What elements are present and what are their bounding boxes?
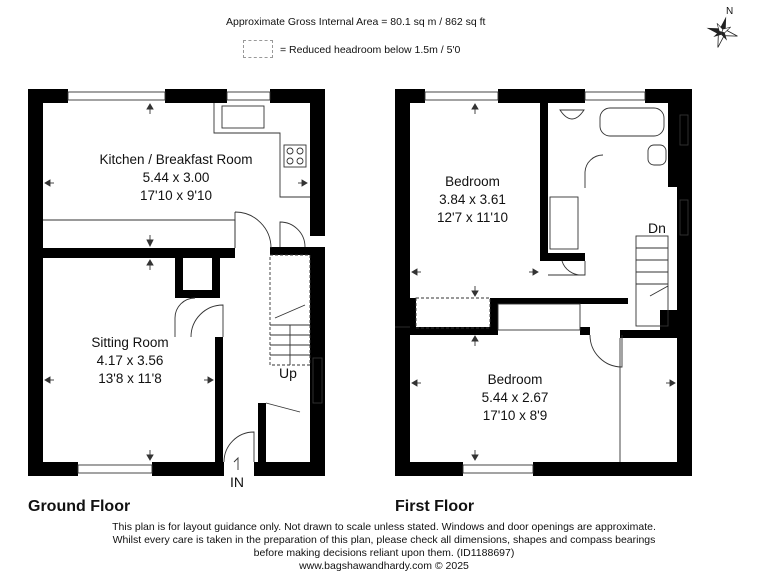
compass-north-label: N — [726, 6, 734, 17]
bedroom-top-label — [410, 173, 535, 227]
ground-floor-title: Ground Floor — [28, 498, 131, 515]
disclaimer-line-3: before making decisions reliant upon them. (ID1188697) — [253, 547, 515, 559]
entrance-label: IN — [230, 474, 244, 490]
sitting-room-label — [50, 334, 210, 388]
room-name: Bedroom — [445, 174, 500, 189]
kitchen-breakfast-room-label — [66, 151, 286, 205]
room-imperial: 13'8 x 11'8 — [98, 371, 162, 386]
room-metric: 5.44 x 2.67 — [481, 390, 549, 405]
room-imperial: 17'10 x 8'9 — [482, 408, 548, 423]
stairs-up-label: Up — [279, 365, 297, 381]
gross-area-text: Approximate Gross Internal Area = 80.1 sq m / 862 sq ft — [226, 16, 486, 28]
bedroom-bottom-label — [450, 371, 580, 425]
reduced-headroom-legend-text: = Reduced headroom below 1.5m / 5'0 — [280, 44, 461, 56]
room-name: Kitchen / Breakfast Room — [99, 152, 253, 167]
room-metric: 5.44 x 3.00 — [142, 170, 210, 185]
disclaimer-line-2: Whilst every care is taken in the preparation of this plan, please check all dimensions, shapes and compass bearings — [112, 534, 656, 546]
stairs-down-label: Dn — [648, 220, 666, 236]
disclaimer-line-1: This plan is for layout guidance only. Not drawn to scale unless stated. Windows and door openings are approximate. — [112, 521, 656, 533]
room-metric: 4.17 x 3.56 — [96, 353, 164, 368]
room-imperial: 12'7 x 11'10 — [437, 210, 508, 225]
first-floor-title: First Floor — [395, 498, 475, 515]
room-imperial: 17'10 x 9'10 — [140, 188, 212, 203]
room-metric: 3.84 x 3.61 — [439, 192, 506, 207]
room-name: Bedroom — [487, 372, 543, 387]
website-copyright: www.bagshawandhardy.com © 2025 — [299, 560, 469, 572]
room-name: Sitting Room — [91, 335, 169, 350]
